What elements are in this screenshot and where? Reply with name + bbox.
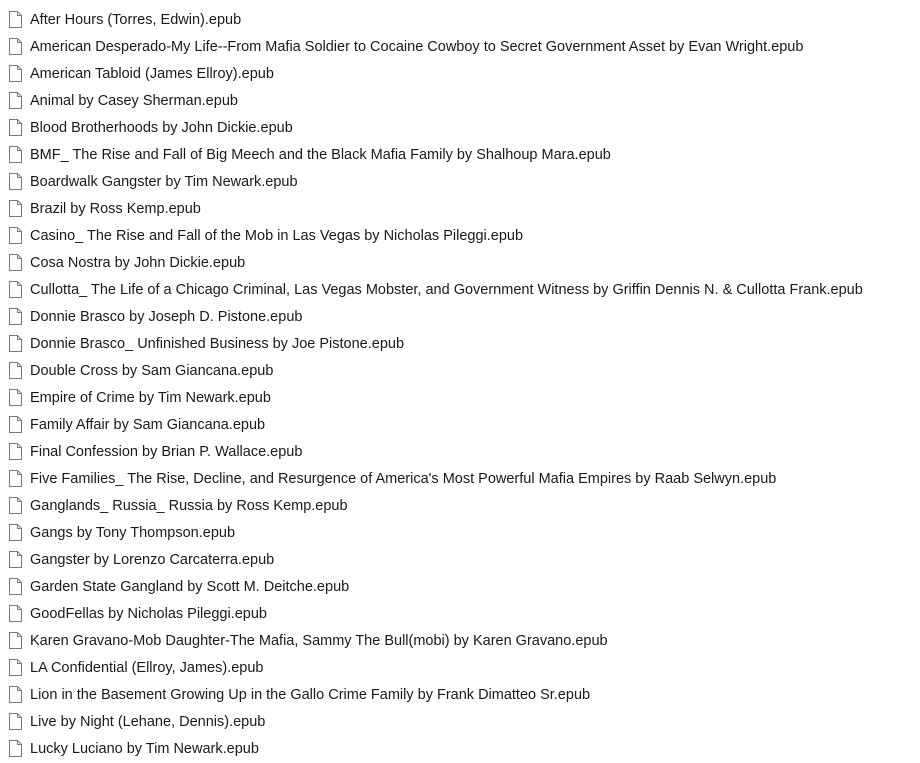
document-icon — [9, 200, 22, 217]
file-row[interactable] — [0, 709, 920, 736]
document-icon — [9, 65, 22, 82]
file-row[interactable] — [0, 736, 920, 763]
file-row[interactable] — [0, 655, 920, 682]
file-row[interactable] — [0, 682, 920, 709]
file-name: Casino_ The Rise and Fall of the Mob in Las Vegas by Nicholas Pileggi.epub — [30, 228, 524, 244]
file-name: Gangster by Lorenzo Carcaterra.epub — [30, 552, 275, 568]
file-row[interactable] — [0, 628, 920, 655]
file-name: BMF_ The Rise and Fall of Big Meech and the Black Mafia Family by Shalhoup Mara.epub — [30, 147, 611, 163]
file-name: Gangs by Tony Thompson.epub — [30, 525, 236, 541]
file-row[interactable] — [0, 115, 920, 142]
file-row[interactable] — [0, 358, 920, 385]
file-row[interactable] — [0, 439, 920, 466]
document-icon — [9, 740, 22, 757]
file-name: GoodFellas by Nicholas Pileggi.epub — [30, 606, 267, 622]
file-name: Final Confession by Brian P. Wallace.epub — [30, 444, 303, 460]
file-row[interactable] — [0, 547, 920, 574]
file-row[interactable] — [0, 385, 920, 412]
document-icon — [9, 632, 22, 649]
file-name: American Desperado-My Life--From Mafia Soldier to Cocaine Cowboy to Secret Government Asset by Evan Wright.epub — [30, 39, 804, 55]
file-name: Family Affair by Sam Giancana.epub — [30, 417, 266, 433]
file-row[interactable] — [0, 331, 920, 358]
file-name: LA Confidential (Ellroy, James).epub — [30, 660, 264, 676]
document-icon — [9, 11, 22, 28]
document-icon — [9, 578, 22, 595]
file-row[interactable] — [0, 169, 920, 196]
file-name: After Hours (Torres, Edwin).epub — [30, 12, 242, 28]
file-row[interactable] — [0, 574, 920, 601]
file-row[interactable] — [0, 223, 920, 250]
file-name: Lucky Luciano by Tim Newark.epub — [30, 741, 259, 757]
document-icon — [9, 146, 22, 163]
file-name: Garden State Gangland by Scott M. Deitche.epub — [30, 579, 350, 595]
file-name: American Tabloid (James Ellroy).epub — [30, 66, 274, 82]
file-name: Brazil by Ross Kemp.epub — [30, 201, 201, 217]
file-row[interactable] — [0, 412, 920, 439]
document-icon — [9, 686, 22, 703]
file-name: Animal by Casey Sherman.epub — [30, 93, 238, 109]
file-row[interactable] — [0, 304, 920, 331]
file-row[interactable] — [0, 34, 920, 61]
file-row[interactable] — [0, 7, 920, 34]
file-row[interactable] — [0, 250, 920, 277]
document-icon — [9, 308, 22, 325]
file-name: Donnie Brasco_ Unfinished Business by Joe Pistone.epub — [30, 336, 405, 352]
file-row[interactable] — [0, 61, 920, 88]
document-icon — [9, 389, 22, 406]
file-row[interactable] — [0, 88, 920, 115]
file-name: Ganglands_ Russia_ Russia by Ross Kemp.epub — [30, 498, 348, 514]
document-icon — [9, 173, 22, 190]
document-icon — [9, 227, 22, 244]
file-name: Karen Gravano-Mob Daughter-The Mafia, Sammy The Bull(mobi) by Karen Gravano.epub — [30, 633, 608, 649]
document-icon — [9, 254, 22, 271]
document-icon — [9, 335, 22, 352]
file-name: Double Cross by Sam Giancana.epub — [30, 363, 274, 379]
file-name: Donnie Brasco by Joseph D. Pistone.epub — [30, 309, 303, 325]
document-icon — [9, 38, 22, 55]
document-icon — [9, 362, 22, 379]
file-row[interactable] — [0, 277, 920, 304]
file-row[interactable] — [0, 520, 920, 547]
document-icon — [9, 92, 22, 109]
file-row[interactable] — [0, 196, 920, 223]
file-name: Five Families_ The Rise, Decline, and Resurgence of America's Most Powerful Mafia Empires by Raab Selwyn.epub — [30, 471, 777, 487]
file-name: Blood Brotherhoods by John Dickie.epub — [30, 120, 293, 136]
document-icon — [9, 497, 22, 514]
file-name: Empire of Crime by Tim Newark.epub — [30, 390, 271, 406]
file-name: Lion in the Basement Growing Up in the Gallo Crime Family by Frank Dimatteo Sr.epub — [30, 687, 591, 703]
document-icon — [9, 524, 22, 541]
file-row[interactable] — [0, 493, 920, 520]
document-icon — [9, 416, 22, 433]
file-row[interactable] — [0, 466, 920, 493]
file-row[interactable] — [0, 601, 920, 628]
document-icon — [9, 605, 22, 622]
file-name: Cullotta_ The Life of a Chicago Criminal, Las Vegas Mobster, and Government Witness by Griffin Dennis N. & Cullotta Frank.epub — [30, 282, 863, 298]
file-row[interactable] — [0, 142, 920, 169]
file-name: Cosa Nostra by John Dickie.epub — [30, 255, 246, 271]
document-icon — [9, 713, 22, 730]
document-icon — [9, 119, 22, 136]
document-icon — [9, 443, 22, 460]
document-icon — [9, 470, 22, 487]
document-icon — [9, 551, 22, 568]
file-list — [0, 7, 920, 763]
document-icon — [9, 659, 22, 676]
file-name: Boardwalk Gangster by Tim Newark.epub — [30, 174, 298, 190]
document-icon — [9, 281, 22, 298]
file-name: Live by Night (Lehane, Dennis).epub — [30, 714, 266, 730]
